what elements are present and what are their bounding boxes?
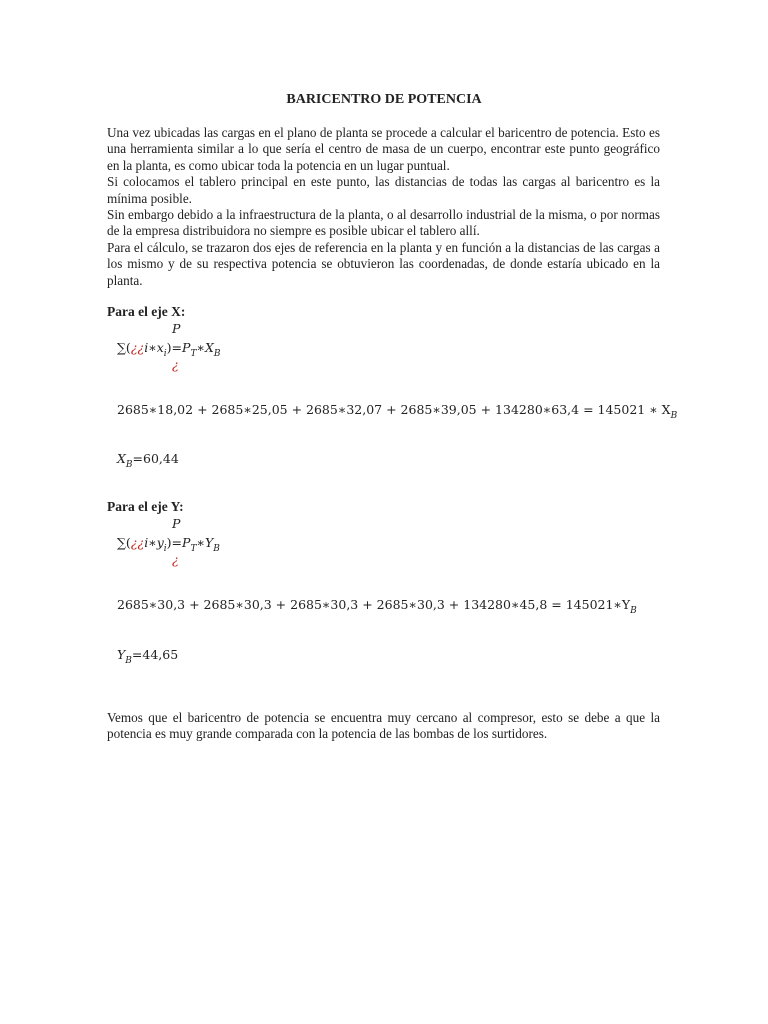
axis-x-heading: Para el eje X: bbox=[107, 304, 186, 319]
conclusion-text bbox=[107, 710, 660, 743]
axis-y-result: $Y_B=44,65$ bbox=[117, 647, 179, 666]
axis-x-formula-above: P bbox=[172, 321, 181, 336]
intro-text bbox=[107, 125, 660, 289]
axis-x-formula-below: ¿ bbox=[172, 357, 179, 372]
intro-paragraph: Sin embargo debido a la infraestructura de la planta, o al desarrollo industrial de la misma, o por normas de la empresa distribuidora no siempre es posible ubicar el tablero allí. bbox=[107, 207, 660, 239]
axis-x-formula: $\sum(¿¿i∗x_i)=P_T∗X_B$ bbox=[117, 340, 221, 359]
page-title: BARICENTRO DE POTENCIA bbox=[286, 92, 482, 107]
axis-y-computation: 2685∗30,3 + 2685∗30,3 + 2685∗30,3 + 2685∗30,3 + 134280∗45,8 = $145021∗Y_B$ bbox=[117, 597, 637, 616]
intro-paragraph: Para el cálculo, se trazaron dos ejes de referencia en la planta y en función a la distancias de las cargas a los mismo y de su respectiva potencia se obtuvieron las coordenadas, de donde estaría ubicado en la planta. bbox=[107, 239, 660, 288]
axis-y-formula: $\sum(¿¿i∗y_i)=P_T∗Y_B$ bbox=[117, 535, 220, 554]
conclusion-paragraph: Vemos que el baricentro de potencia se encuentra muy cercano al compresor, esto se debe a que la potencia es muy grande comparada con la potencia de las bombas de los surtidores. bbox=[107, 710, 660, 742]
axis-x-result: $X_B=60,44$ bbox=[117, 451, 179, 470]
axis-y-heading: Para el eje Y: bbox=[107, 499, 184, 514]
axis-y-formula-below: ¿ bbox=[172, 552, 179, 567]
intro-paragraph: Si colocamos el tablero principal en este punto, las distancias de todas las cargas al baricentro es la mínima posible. bbox=[107, 174, 660, 206]
intro-paragraph: Una vez ubicadas las cargas en el plano de planta se procede a calcular el baricentro de potencia. Esto es una herramienta similar a lo que sería el centro de masa de un cuerpo, encontrar este punto geográfico en la planta, es como ubicar toda la potencia en un lugar puntual. bbox=[107, 125, 660, 173]
axis-x-computation: 2685∗18,02 + 2685∗25,05 + 2685∗32,07 + 2685∗39,05 + 134280∗63,4 = 145021 ∗ $X_B$ bbox=[117, 402, 678, 421]
axis-y-formula-above: P bbox=[172, 516, 181, 531]
